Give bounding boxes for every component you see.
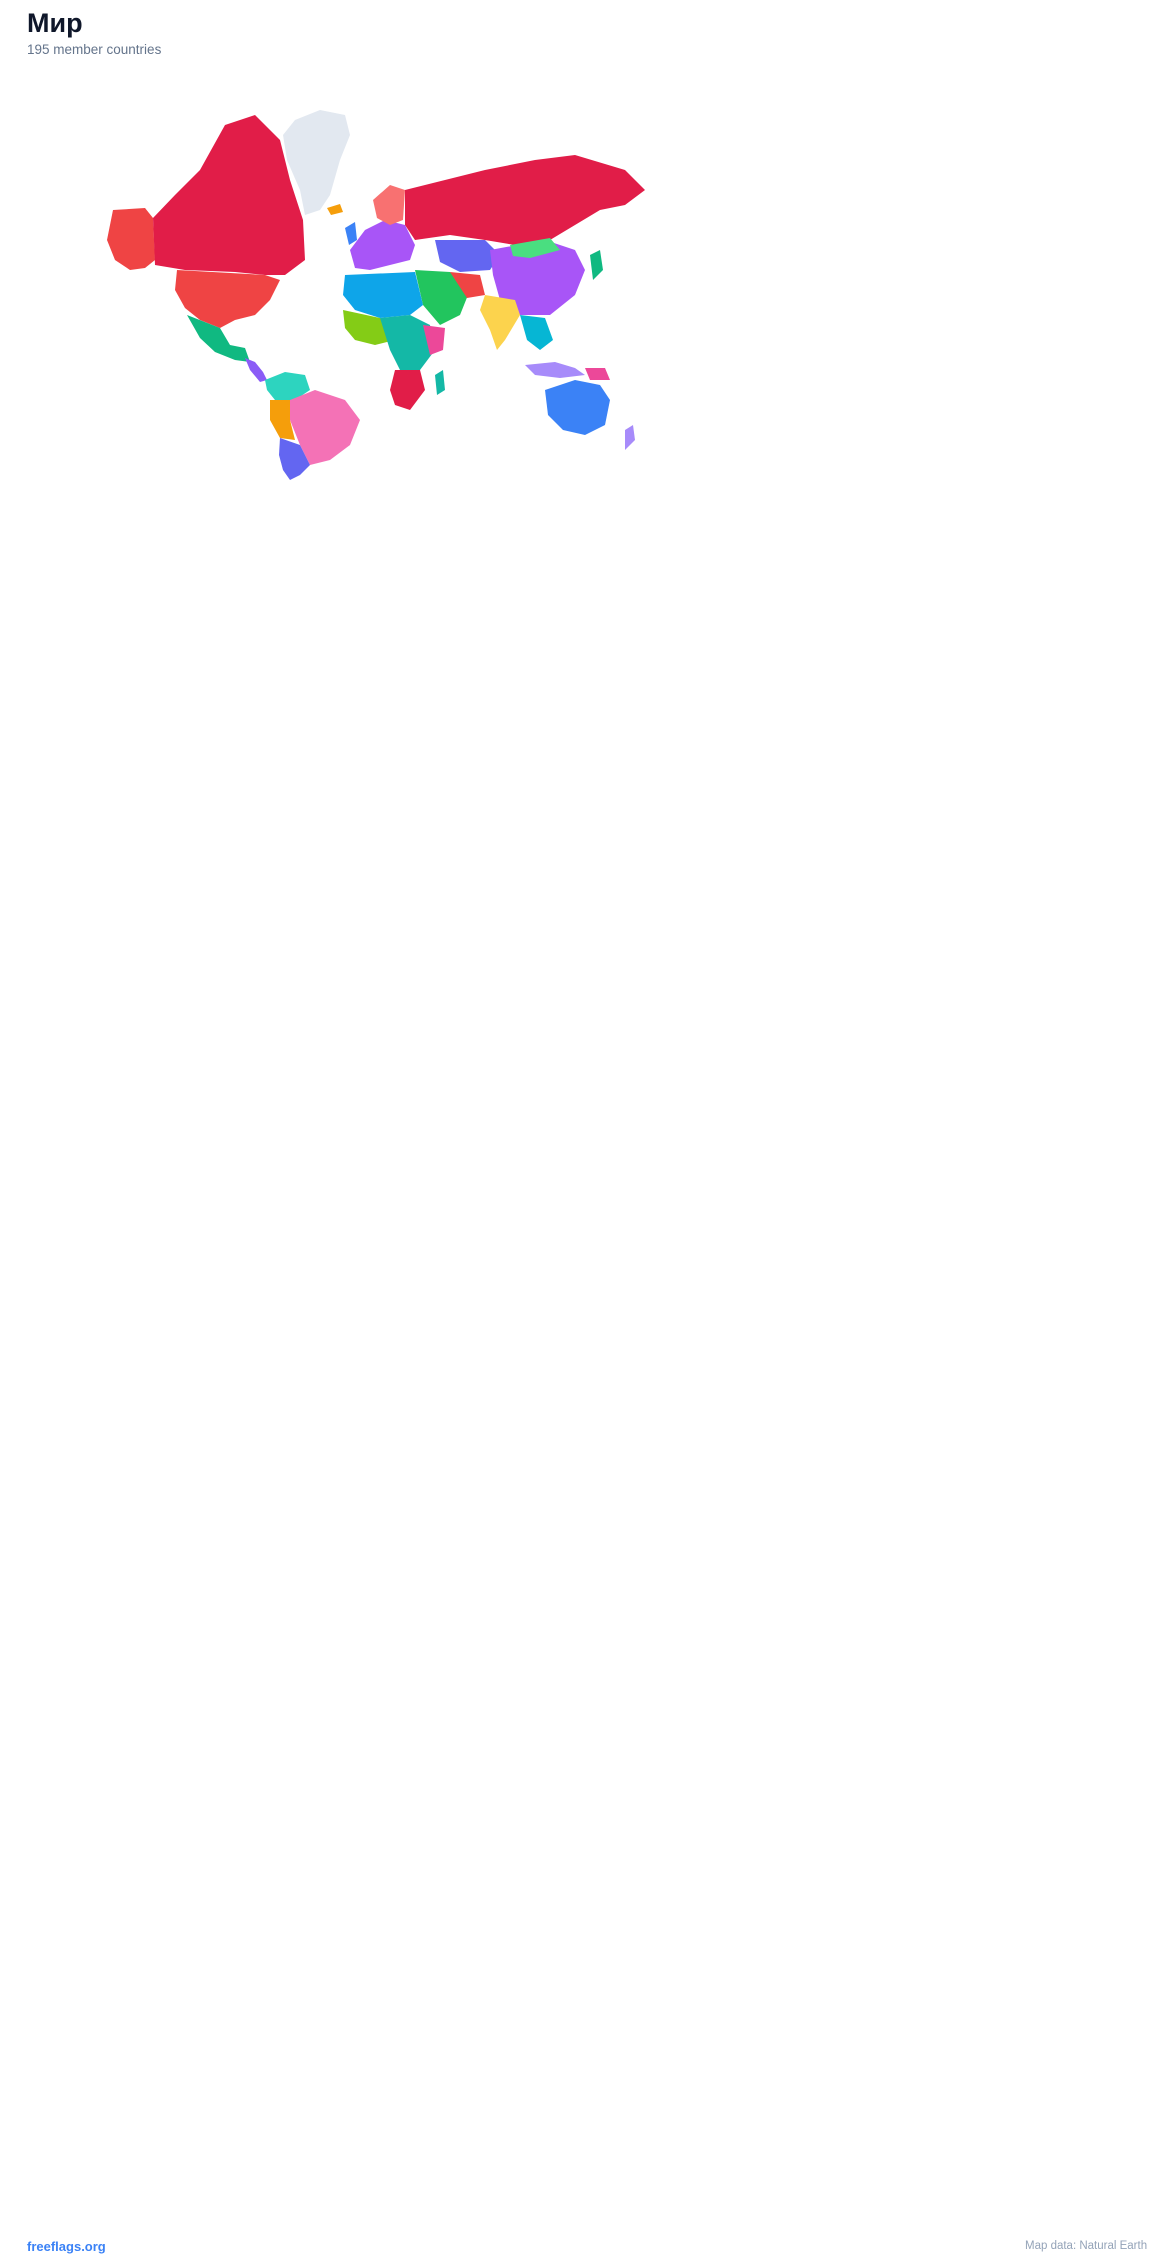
footer-site-link[interactable]: freeflags.org — [27, 2239, 106, 2254]
map-country-se-asia[interactable] — [520, 315, 553, 350]
map-country-uk[interactable] — [345, 222, 357, 245]
map-country-central-africa[interactable] — [380, 315, 435, 370]
map-data-credit: Map data: Natural Earth — [1025, 2240, 1148, 2252]
map-country-europe[interactable] — [350, 220, 415, 270]
map-country-canada[interactable] — [153, 115, 305, 275]
page-subtitle: 195 member countries — [27, 42, 162, 57]
map-country-madagascar[interactable] — [435, 370, 445, 395]
map-country-iceland[interactable] — [327, 204, 343, 215]
map-country-russia[interactable] — [405, 155, 645, 245]
map-country-png[interactable] — [585, 368, 610, 380]
map-country-south-africa[interactable] — [390, 370, 425, 410]
page-title: Мир — [27, 8, 83, 38]
map-country-central-america[interactable] — [245, 358, 267, 382]
map-country-north-africa[interactable] — [343, 272, 423, 318]
map-country-indonesia[interactable] — [525, 362, 585, 378]
map-country-scandinavia[interactable] — [373, 185, 405, 225]
map-country-alaska[interactable] — [107, 208, 155, 270]
map-country-india[interactable] — [480, 295, 520, 350]
map-country-new-zealand[interactable] — [625, 425, 635, 450]
map-country-australia[interactable] — [545, 380, 610, 435]
map-country-japan[interactable] — [590, 250, 603, 280]
map-country-kazakhstan[interactable] — [435, 240, 500, 272]
world-map — [105, 100, 650, 480]
